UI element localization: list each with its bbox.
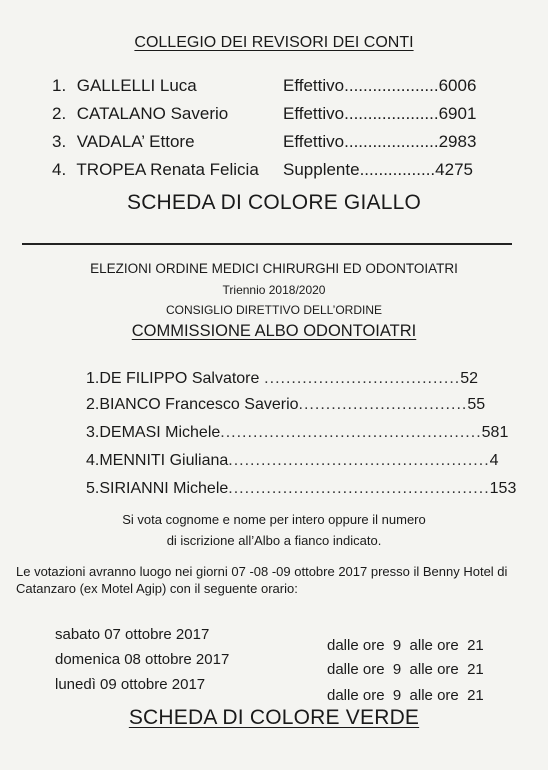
member-number: 2. [52,104,67,123]
member-number: 4. [52,160,67,179]
commissione-member-5 [86,480,517,498]
member-votes: 52 [460,370,478,387]
leader-dots: ................................................ [228,452,490,469]
member-votes: 4 [489,452,499,469]
leader-dots: ................ [359,160,436,179]
member-number: 1. [52,76,67,95]
member-number: 3. [86,424,100,441]
revisori-member-2 [52,104,228,124]
member-votes: 55 [467,396,486,413]
schedule-time-2: dalle ore 9 alle ore 21 [327,661,484,678]
member-number: 1. [86,370,100,387]
member-votes: 6901 [438,104,477,123]
member-votes: 6006 [438,76,477,95]
leader-dots: .................... [344,76,439,95]
commissione-title: COMMISSIONE ALBO ODONTOIATRI [131,322,417,340]
member-votes: 2983 [438,132,477,151]
revisori-role-3 [283,132,476,152]
leader-dots: ................................................ [228,480,490,497]
member-name: BIANCO Francesco Saverio [99,396,299,413]
commissione-scheda: SCHEDA DI COLORE VERDE [128,706,420,729]
consiglio-direttivo: CONSIGLIO DIRETTIVO DELL’ORDINE [165,303,383,317]
leader-dots: .................... [344,132,439,151]
commissione-member-4 [86,452,499,470]
commissione-member-2 [86,396,486,414]
member-name: DEMASI Michele [99,424,221,441]
schedule-time-1: dalle ore 9 alle ore 21 [327,637,484,654]
member-name: GALLELLI Luca [76,76,197,95]
member-name: VADALA’ Ettore [76,132,195,151]
member-name: TROPEA Renata Felicia [76,160,259,179]
member-votes: 4275 [435,160,473,179]
voting-note-line-1: Si vota cognome e nome per intero oppure il numero [122,512,426,527]
member-votes: 153 [489,480,517,497]
member-name: SIRIANNI Michele [99,480,229,497]
revisori-role-1 [283,76,476,96]
member-number: 5. [86,480,100,497]
elezioni-heading: ELEZIONI ORDINE MEDICI CHIRURGHI ED ODONTOIATRI [90,261,458,276]
triennio: Triennio 2018/2020 [222,283,326,297]
revisori-member-1 [52,76,197,96]
revisori-scheda: SCHEDA DI COLORE GIALLO [126,191,422,214]
revisori-member-3 [52,132,195,152]
revisori-role-4 [283,160,473,180]
revisori-member-4 [52,160,259,180]
schedule-day-3: lunedì 09 ottobre 2017 [55,676,206,693]
member-number: 2. [86,396,100,413]
member-votes: 581 [481,424,509,441]
section-divider [22,243,512,245]
leader-dots: ............................... [298,396,468,413]
schedule-day-2: domenica 08 ottobre 2017 [55,651,230,668]
commissione-member-3 [86,424,509,442]
schedule-day-1: sabato 07 ottobre 2017 [55,626,210,643]
member-name: DE FILIPPO Salvatore [99,370,260,387]
member-role: Effettivo [283,104,345,123]
revisori-title: COLLEGIO DEI REVISORI DEI CONTI [134,34,414,51]
revisori-role-2 [283,104,476,124]
member-number: 4. [86,452,100,469]
leader-dots: ................................................ [220,424,482,441]
member-number: 3. [52,132,67,151]
leader-dots: .................................... [264,370,461,387]
voting-note-line-2: di iscrizione all’Albo a fianco indicato. [166,533,382,548]
member-role: Effettivo [283,76,345,95]
schedule-time-3: dalle ore 9 alle ore 21 [327,687,484,704]
commissione-member-1 [86,370,478,388]
member-role: Effettivo [283,132,345,151]
member-role: Supplente [283,160,360,179]
leader-dots: .................... [344,104,439,123]
voting-info: Le votazioni avranno luogo nei giorni 07 -08 -09 ottobre 2017 presso il Benny Hotel di Catanzaro (ex Motel Agip) con il seguente orario: [16,564,508,596]
member-name: MENNITI Giuliana [99,452,229,469]
member-name: CATALANO Saverio [76,104,229,123]
